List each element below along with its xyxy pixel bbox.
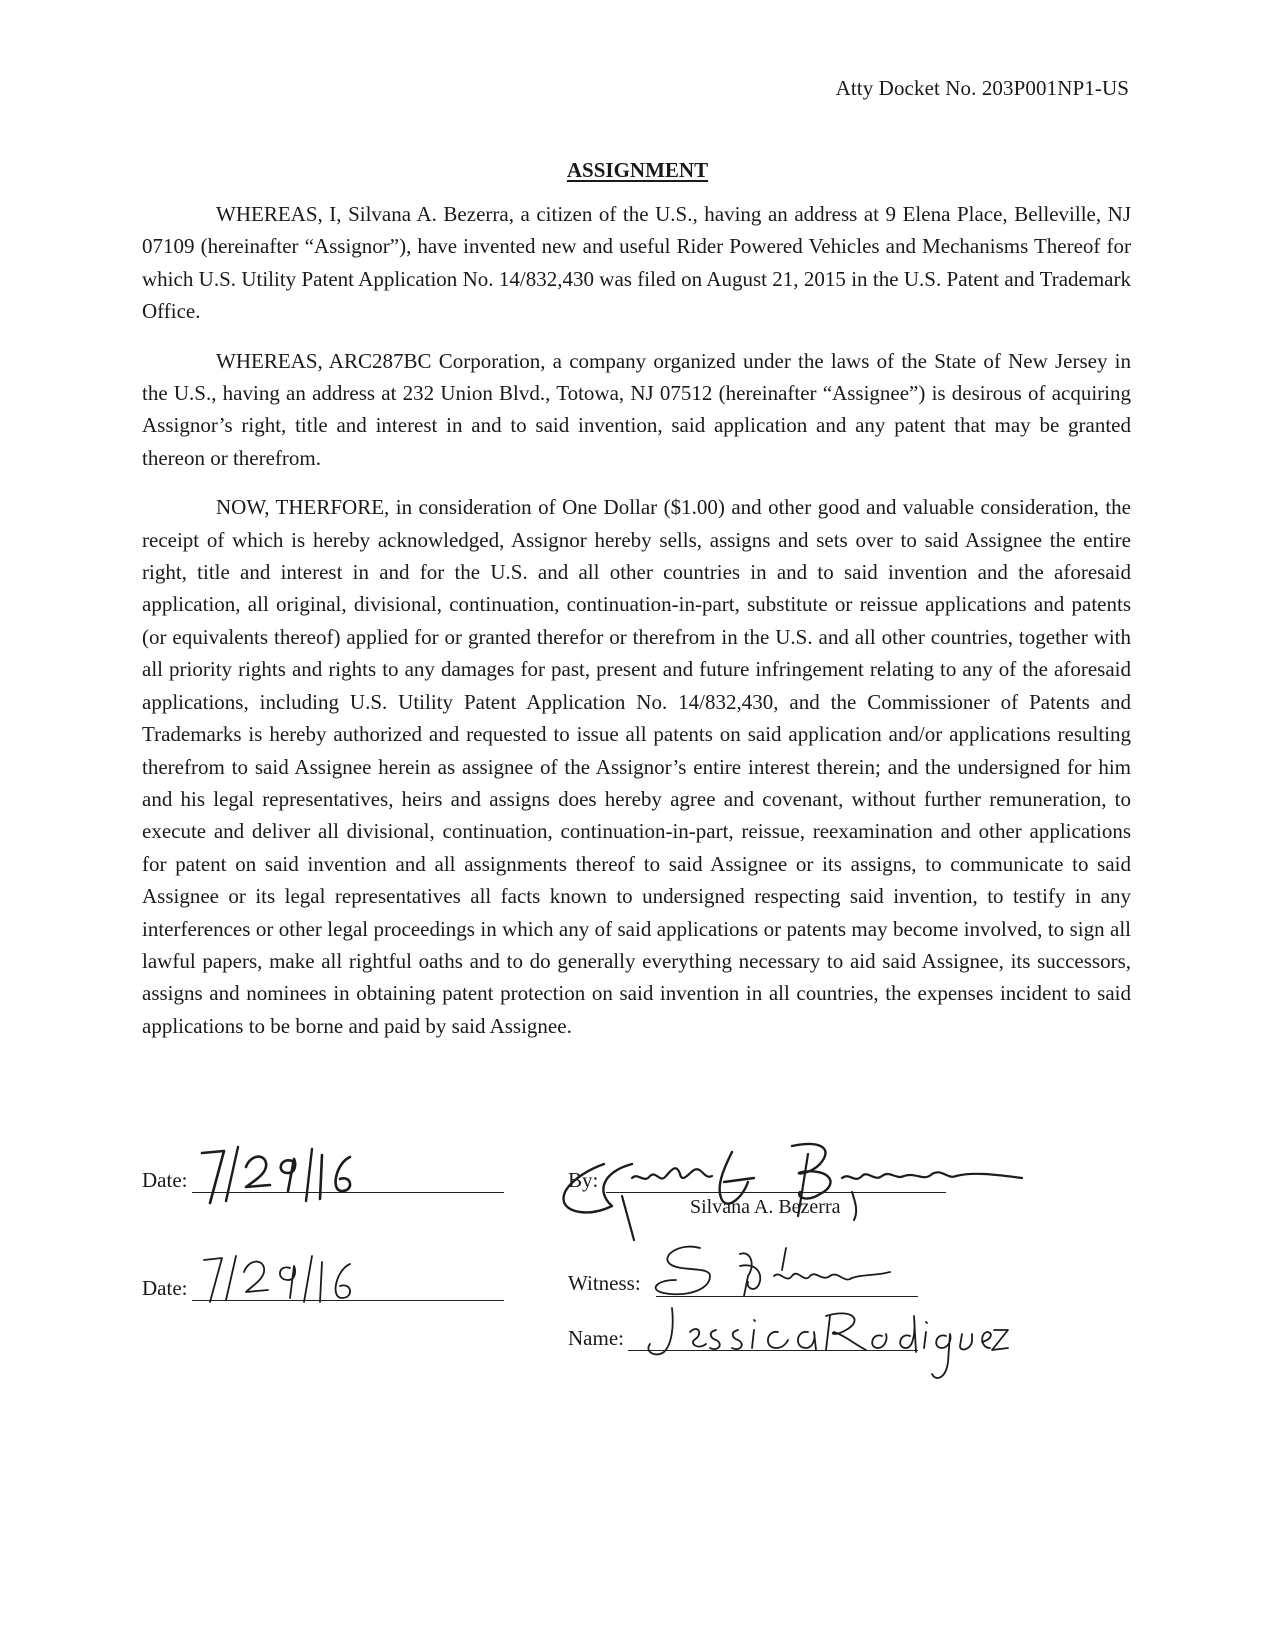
- assignment-body: [142, 198, 1131, 1059]
- page-title: ASSIGNMENT: [566, 158, 709, 182]
- date-label-1: Date:: [142, 1168, 188, 1192]
- witness-handwritten-name: [620, 1286, 1010, 1386]
- name-label: Name:: [568, 1326, 624, 1350]
- handwritten-date-1: [196, 1143, 356, 1207]
- paragraph-whereas-assignor: WHEREAS, I, Silvana A. Bezerra, a citizen of the U.S., having an address at 9 Elena Place, Belleville, NJ 07109 (hereinafter “Assignor”), have invented new and useful Rider Powered Vehicles and Mechanisms Thereof for which U.S. Utility Patent Application No. 14/832,430 was filed on August 21, 2015 in the U.S. Patent and Trademark Office.: [142, 202, 1131, 324]
- handwritten-date-2: [200, 1252, 370, 1308]
- witness-label: Witness:: [568, 1271, 641, 1295]
- assignor-signature: [552, 1132, 1052, 1232]
- paragraph-now-therefore: NOW, THERFORE, in consideration of One Dollar ($1.00) and other good and valuable consideration, the receipt of which is hereby acknowledged, Assignor hereby sells, assigns and sets over to said Assignee the entire right, title and interest in and for the U.S. and all other countries in and to said invention and the aforesaid application, all original, divisional, continuation, continuation-in-part, substitute or reissue applications and patents (or equivalents thereof) applied for or granted therefor or therefrom in the U.S. and all other countries, together with all priority rights and rights to any damages for past, present and future infringement relating to any of the aforesaid applications, including U.S. Utility Patent Application No. 14/832,430, and the Commissioner of Patents and Trademarks is hereby authorized and requested to issue all patents on said application and/or applications resulting therefrom to said Assignee herein as assignee of the Assignor’s entire interest therein; and the undersigned for him and his legal representatives, heirs and assigns does hereby agree and covenant, without further remuneration, to execute and deliver all divisional, continuation, continuation-in-part, reissue, reexamination and other applications for patent on said invention and all assignments thereof to said Assignee or its assigns, to communicate to said Assignee or its legal representatives all facts known to undersigned respecting said invention, to testify in any interferences or other legal proceedings in which any of said applications or patents may become involved, to sign all lawful papers, make all rightful oaths and to do generally everything necessary to aid said Assignee, its successors, assigns and nominees in obtaining patent protection on said invention in all countries, the expenses incident to said applications to be borne and paid by said Assignee.: [142, 495, 1131, 1038]
- docket-number: Atty Docket No. 203P001NP1-US: [835, 76, 1129, 100]
- signer-printed-name: Silvana A. Bezerra: [690, 1196, 841, 1218]
- date-label-2: Date:: [142, 1276, 188, 1300]
- paragraph-whereas-assignee: WHEREAS, ARC287BC Corporation, a company organized under the laws of the State of New Jersey in the U.S., having an address at 232 Union Blvd., Totowa, NJ 07512 (hereinafter “Assignee”) is desirous of acquiring Assignor’s right, title and interest in and to said invention, said application and any patent that may be granted thereon or therefrom.: [142, 348, 1131, 470]
- by-label: By:: [568, 1168, 599, 1192]
